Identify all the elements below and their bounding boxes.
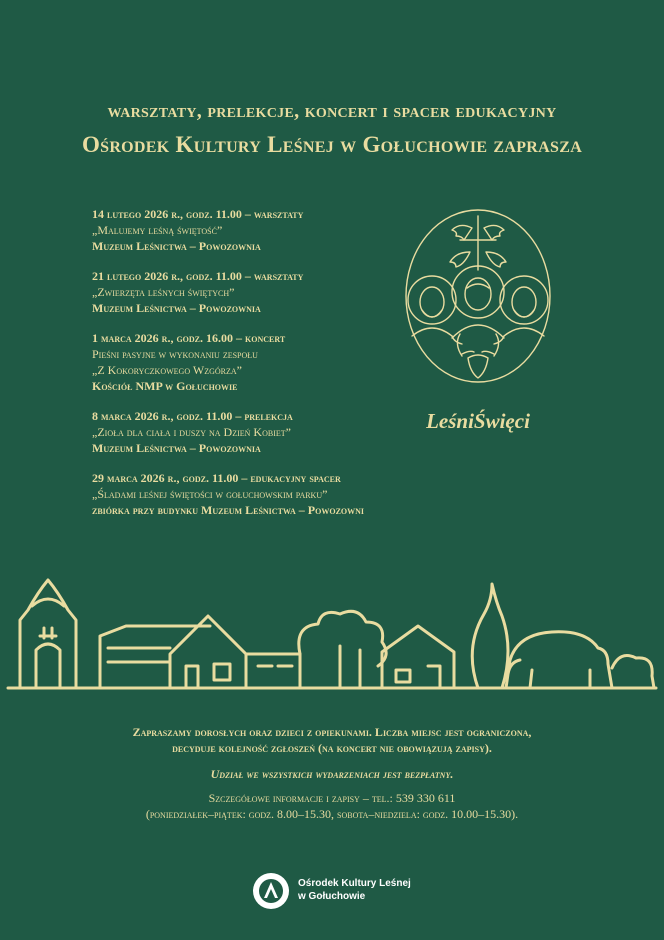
event-item [92,330,422,394]
event-venue: Muzeum Leśnictwa – Powozownia [92,239,261,253]
event-title: „Z Kokoryczkowego Wzgórza” [92,363,242,377]
event-title: „Zioła dla ciała i duszy na Dzień Kobiet” [92,425,291,439]
emblem-caption: LeśniŚwięci [426,409,530,433]
event-list [92,206,422,532]
event-date: 8 marca 2026 r., godz. 11.00 – prelekcja [92,409,293,423]
footer-hours: (poniedziałek–piątek: godz. 8.00–15.30, sobota–niedziela: godz. 10.00–15.30). [145,807,519,821]
event-date: 21 lutego 2026 r., godz. 11.00 – warsztaty [92,269,304,283]
event-item [92,206,422,254]
event-date: 29 marca 2026 r., godz. 11.00 – edukacyjny spacer [92,471,341,485]
page-title: Ośrodek Kultury Leśnej w Gołuchowie zaprasza [81,132,583,157]
footer-registration-note: decyduje kolejność zgłoszeń (na koncert nie obowiązują zapisy). [172,741,492,755]
lasy-panstwowe-logo [252,872,290,910]
event-item [92,470,422,518]
footer-contact: Szczegółowe informacje i zapisy – tel.: 539 330 611 [208,791,456,805]
town-skyline-illustration [0,570,664,700]
event-venue: Muzeum Leśnictwa – Powozownia [92,301,261,315]
footer-invitation: Zapraszamy dorosłych oraz dzieci z opiekunami. Liczba miejsc jest ograniczona, [132,725,532,739]
event-title: „Malujemy leśną świętość” [92,223,223,237]
event-title: „Śladami leśnej świętości w gołuchowskim parku” [92,487,328,501]
organization-name: Ośrodek Kultury Leśnej [298,878,411,889]
header-line-1: warsztaty, prelekcje, koncert i spacer edukacyjny [107,100,557,122]
event-venue: Muzeum Leśnictwa – Powozownia [92,441,261,455]
event-date: 1 marca 2026 r., godz. 16.00 – koncert [92,331,286,345]
footer-free-entry: Udział we wszystkich wydarzeniach jest bezpłatny. [210,767,454,781]
event-description: Pieśni pasyjne w wykonaniu zespołu [92,347,258,361]
event-item [92,408,422,456]
event-title: „Zwierzęta leśnych świętych” [92,285,235,299]
event-date: 14 lutego 2026 r., godz. 11.00 – warsztaty [92,207,304,221]
organization-location: w Gołuchowie [298,891,366,902]
event-venue: zbiórka przy budynku Muzeum Leśnictwa – Powozowni [92,503,365,517]
event-venue: Kościół NMP w Gołuchowie [92,379,238,393]
forest-saints-emblem [398,206,558,436]
event-item [92,268,422,316]
